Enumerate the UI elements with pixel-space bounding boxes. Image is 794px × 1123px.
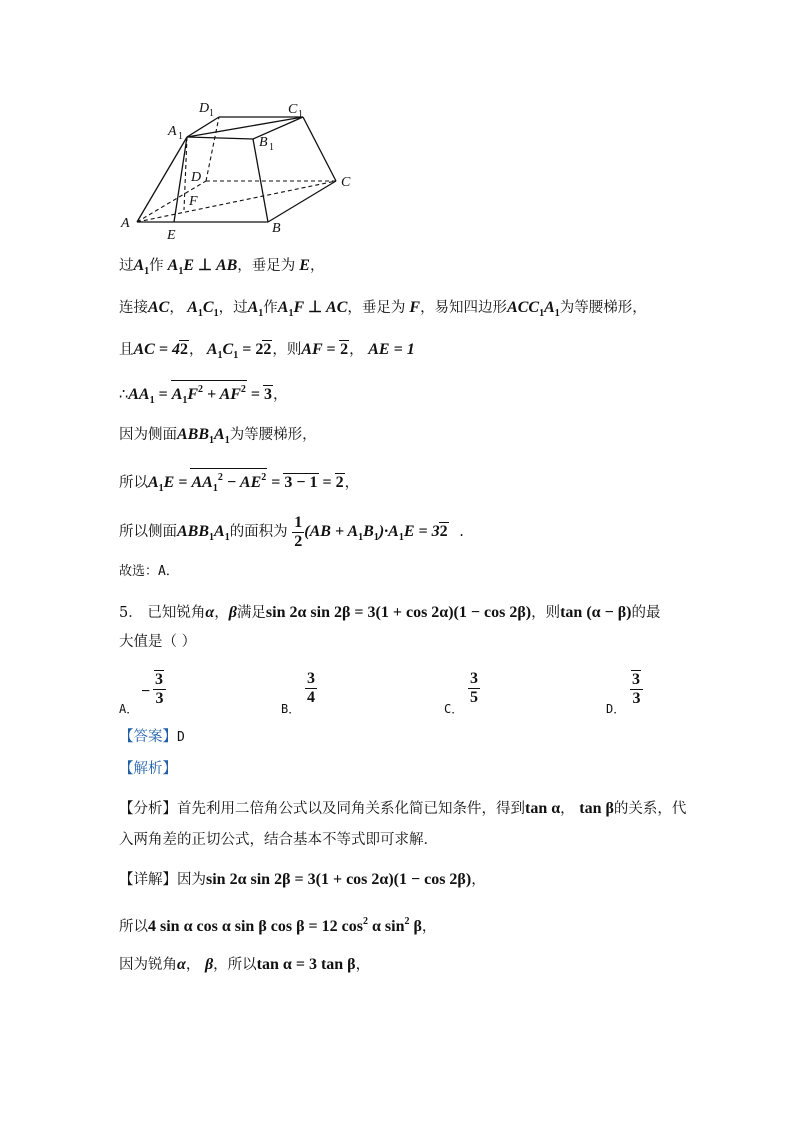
label-E: E bbox=[167, 228, 176, 243]
label-C1: C bbox=[288, 102, 298, 117]
label-A1: A bbox=[168, 124, 177, 139]
edge-B-C bbox=[268, 181, 336, 222]
label-C: C bbox=[341, 175, 351, 190]
edge-C-C1 bbox=[303, 117, 336, 181]
label-D1-sub: 1 bbox=[209, 108, 214, 119]
label-A1-sub: 1 bbox=[178, 131, 183, 142]
fenxi-line-1: 【分析】首先利用二倍角公式以及同角关系化简已知条件，得到tan α， tan β的关系，代 bbox=[119, 800, 687, 817]
label-B1: B bbox=[259, 135, 268, 150]
answer-line: 【答案】D bbox=[119, 729, 185, 745]
edge-A1-B1 bbox=[187, 137, 253, 139]
solution-line-7: 所以侧面$ABB_1A_1$的面积为 $\frac{1}{2}$ $(AB + A_1B_1)\cdot A_1E = 32$ . bbox=[119, 513, 464, 550]
label-B1-sub: 1 bbox=[269, 142, 274, 153]
xiangjie-line-3: 因为锐角α， β，所以tan α = 3 tan β， bbox=[119, 956, 371, 973]
label-D: D bbox=[191, 170, 202, 185]
answer-tag: 【答案】 bbox=[119, 729, 177, 745]
edge-A-C bbox=[137, 181, 336, 222]
analysis-tag: 【解析】 bbox=[119, 761, 177, 777]
analysis-tag-line bbox=[119, 759, 177, 779]
solution-line-6: 所以$A_1E = AA_1^2 - AE^2 = 3 - 1 = 2$， bbox=[119, 468, 359, 499]
solution-line-3: 且AC = 42， $A_1C_1 = 22$，则AF = 2， AE = 1 bbox=[119, 341, 415, 361]
xiangjie-tag: 【详解】 bbox=[119, 872, 177, 888]
fraction-one-half: $\frac{1}{2}$ bbox=[294, 513, 303, 550]
xiangjie-line-1: 【详解】因为sin 2α sin 2β = 3(1 + cos 2α)(1 − cos 2β)， bbox=[119, 871, 486, 888]
xiangjie-line-2: 所以4 sin α cos α sin β cos β = 12 $\cos^2 \alpha$ $\sin^2 \beta$， bbox=[119, 916, 437, 935]
label-F: F bbox=[189, 194, 198, 209]
question-5-line-2: 大值是（ ） bbox=[119, 634, 197, 650]
label-D1: D bbox=[199, 101, 210, 116]
frustum-figure bbox=[0, 0, 794, 250]
edge-D-D1 bbox=[206, 117, 219, 181]
label-A: A bbox=[121, 216, 130, 231]
solution-line-1: 过$A_1$作 $A_1E$ ⊥ AB，垂足为 E， bbox=[119, 257, 325, 277]
solution-line-4: $\therefore AA_1 = A_1F^2 + AF^2 = 3$， bbox=[119, 380, 288, 411]
fenxi-line-2: 入两角差的正切公式，结合基本不等式即可求解． bbox=[119, 832, 438, 848]
label-B: B bbox=[272, 221, 281, 236]
fenxi-tag: 【分析】 bbox=[119, 801, 177, 817]
solution-line-2: 连接AC， $A_1C_1$，过$A_1$作$A_1F$ ⊥ AC，垂足为 F，易知四边形$ACC_1A_1$为等腰梯形， bbox=[119, 299, 647, 319]
edge-A-A1 bbox=[137, 137, 187, 222]
edge-A1-C1 bbox=[187, 117, 303, 137]
solution-line-5: 因为侧面$ABB_1A_1$为等腰梯形， bbox=[119, 426, 317, 446]
question-5-line-1: 5． 已知锐角α，β满足sin 2α sin 2β = 3(1 + cos 2α)(1 − cos 2β)，则tan (α − β)的最 bbox=[119, 604, 661, 621]
label-C1-sub: 1 bbox=[298, 109, 303, 120]
solution-line-8: 故选：A． bbox=[119, 564, 179, 579]
